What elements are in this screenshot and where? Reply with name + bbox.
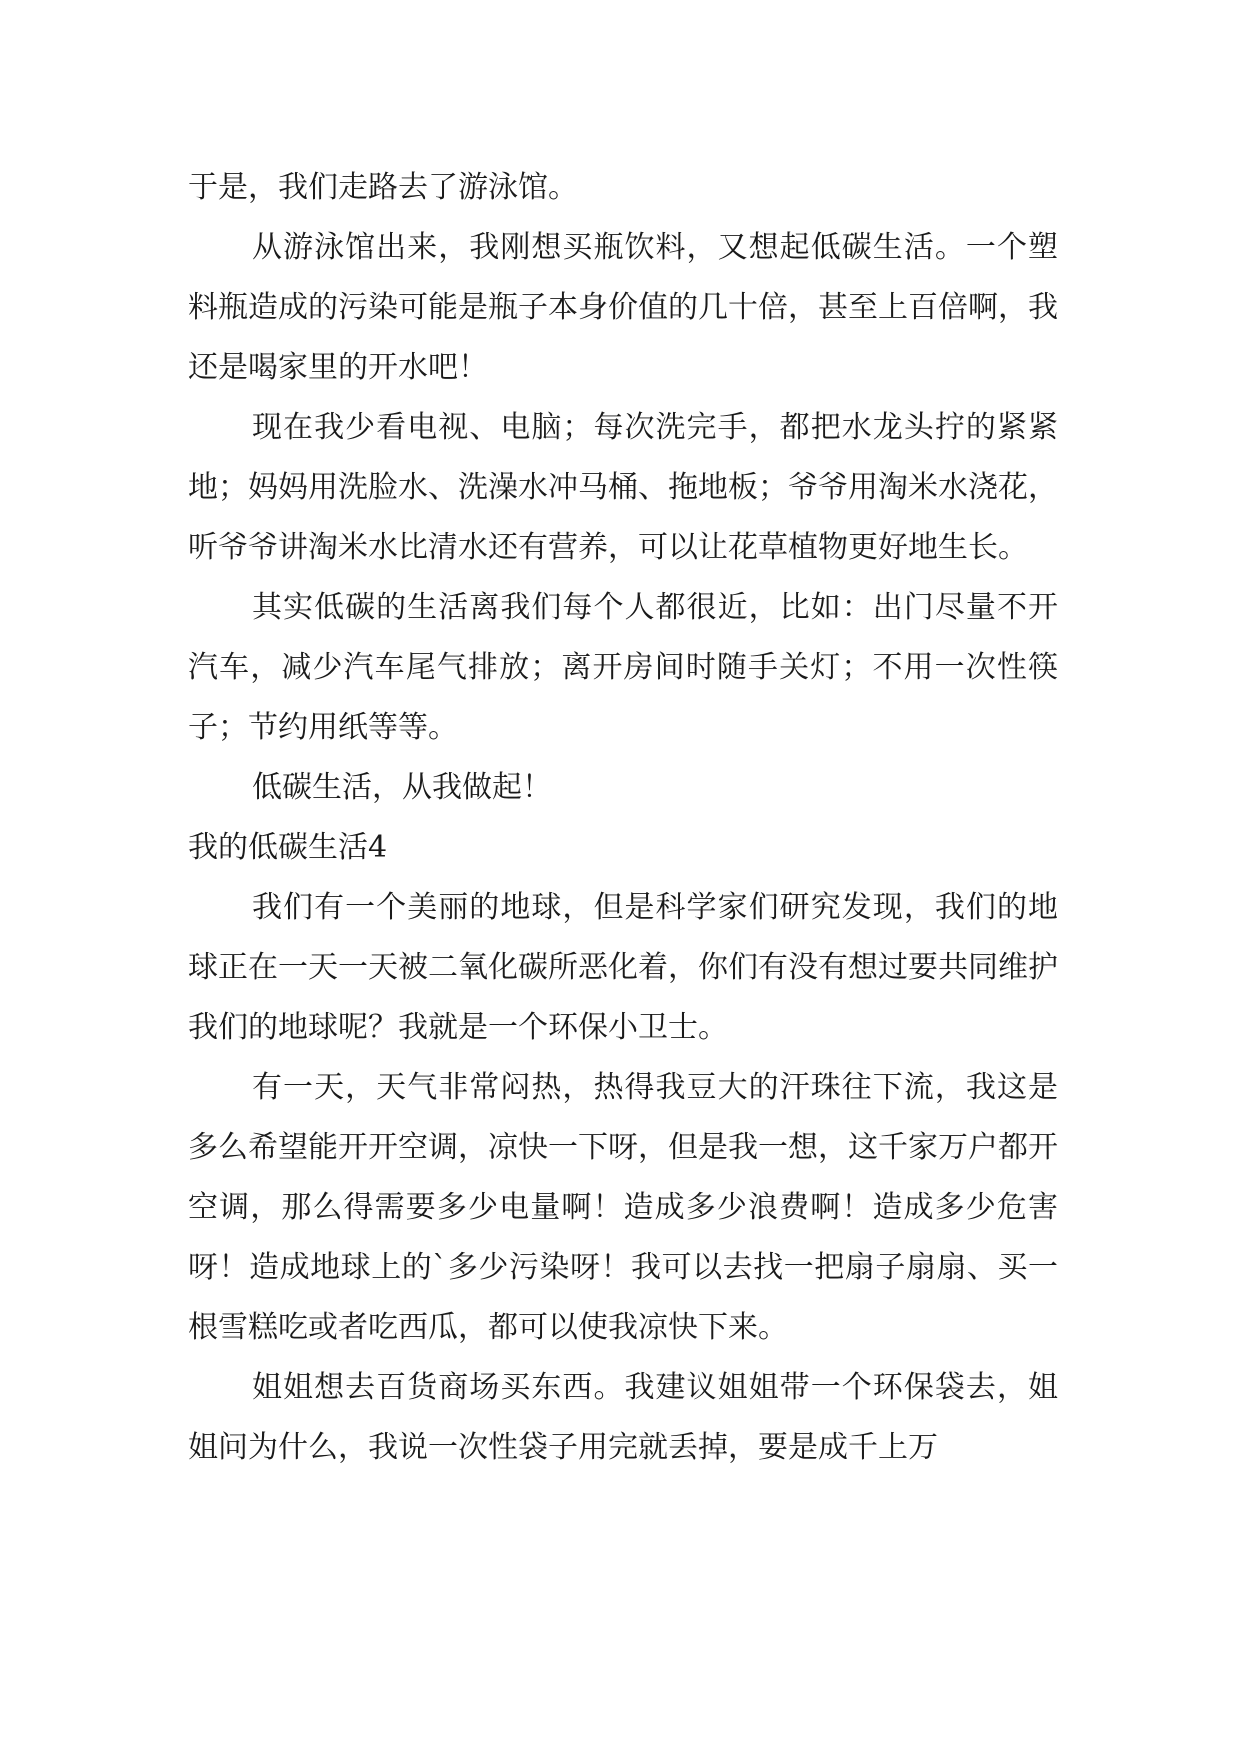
paragraph: 其实低碳的生活离我们每个人都很近，比如：出门尽量不开汽车，减少汽车尾气排放；离开房间时随手关灯；不用一次性筷子；节约用纸等等。 (188, 590, 1058, 745)
paragraph: 有一天，天气非常闷热，热得我豆大的汗珠往下流，我这是多么希望能开开空调，凉快一下呀，但是我一想，这千家万户都开空调，那么得需要多少电量啊！造成多少浪费啊！造成多少危害呀！造成地球上的`多少污染呀！我可以去找一把扇子扇扇、买一根雪糕吃或者吃西瓜，都可以使我凉快下来。 (188, 1070, 1058, 1345)
paragraph: 我们有一个美丽的地球，但是科学家们研究发现，我们的地球正在一天一天被二氧化碳所恶化着，你们有没有想过要共同维护我们的地球呢？我就是一个环保小卫士。 (188, 890, 1058, 1045)
document-body (188, 158, 1058, 1478)
paragraph: 低碳生活，从我做起！ (252, 770, 552, 805)
paragraph: 于是，我们走路去了游泳馆。 (188, 170, 578, 205)
paragraph: 从游泳馆出来，我刚想买瓶饮料，又想起低碳生活。一个塑料瓶造成的污染可能是瓶子本身价值的几十倍，甚至上百倍啊，我还是喝家里的开水吧！ (188, 230, 1058, 385)
paragraph: 现在我少看电视、电脑；每次洗完手，都把水龙头拧的紧紧地；妈妈用洗脸水、洗澡水冲马桶、拖地板；爷爷用淘米水浇花，听爷爷讲淘米水比清水还有营养，可以让花草植物更好地生长。 (188, 410, 1058, 565)
paragraph: 姐姐想去百货商场买东西。我建议姐姐带一个环保袋去，姐姐问为什么，我说一次性袋子用完就丢掉，要是成千上万 (188, 1370, 1058, 1465)
section-title: 我的低碳生活4 (188, 830, 388, 865)
